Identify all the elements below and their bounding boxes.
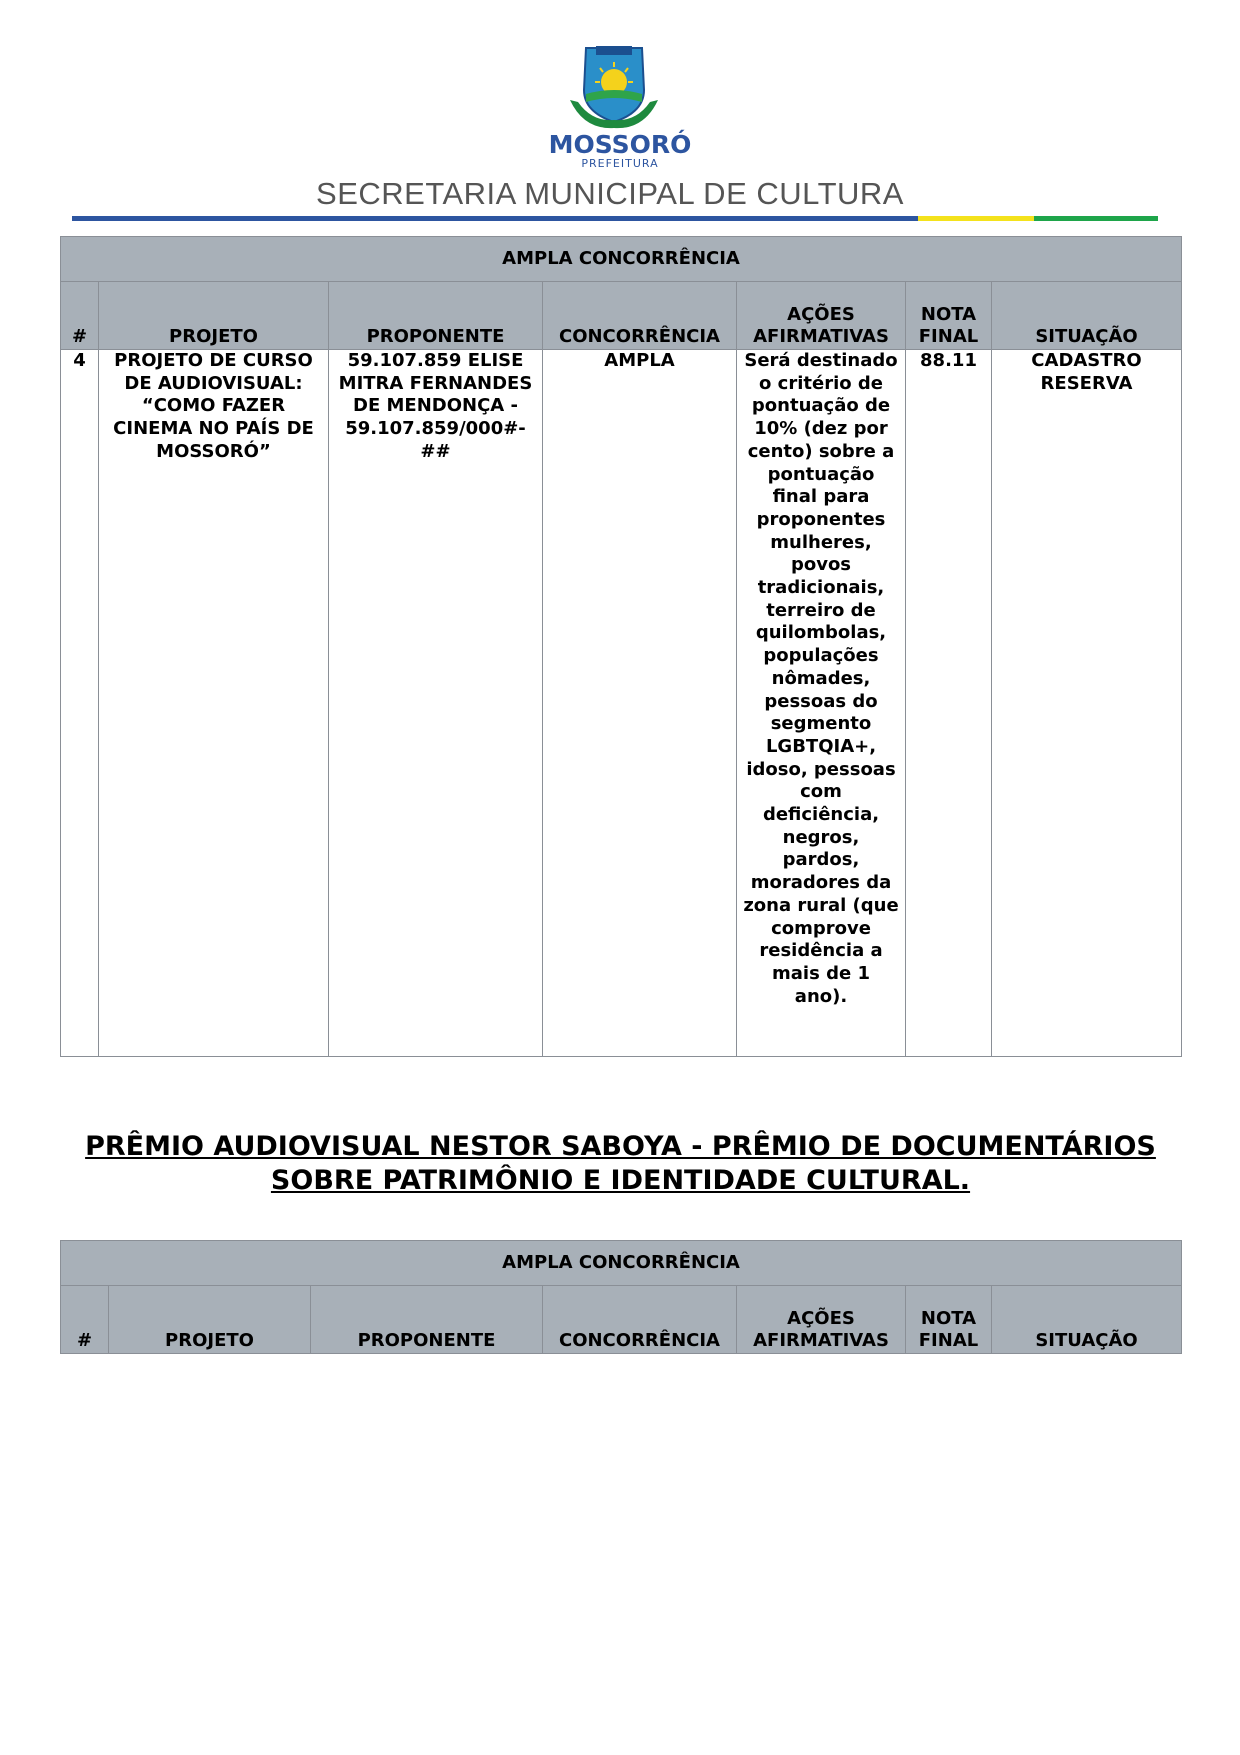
brand-subtitle: PREFEITURA: [581, 157, 659, 170]
col-header-proponente: PROPONENTE: [311, 1286, 543, 1354]
cell-proponente: 59.107.859 ELISE MITRA FERNANDES DE MENDONÇA - 59.107.859/000#-##: [329, 350, 543, 1057]
cell-concorrencia: AMPLA: [543, 350, 737, 1057]
col-header-proponente: PROPONENTE: [329, 282, 543, 350]
cell-num: 4: [61, 350, 99, 1057]
results-table-1: [60, 236, 1182, 1057]
table-row: [61, 350, 1182, 1057]
document-header: [0, 0, 1240, 230]
section-title: PRÊMIO AUDIOVISUAL NESTOR SABOYA - PRÊMIO DE DOCUMENTÁRIOS SOBRE PATRIMÔNIO E IDENTIDADE CULTURAL.: [85, 1131, 1156, 1196]
col-header-num: #: [61, 282, 99, 350]
col-header-projeto: PROJETO: [99, 282, 329, 350]
cell-acoes-afirmativas: Será destinado o critério de pontuação de 10% (dez por cento) sobre a pontuação final para proponentes mulheres, povos tradicionais, terreiro de quilombolas, populações nômades, pessoas do segmento LGBTQIA+, idoso, pessoas com deficiência, negros, pardos, moradores da zona rural (que comprove residência a mais de 1 ano).: [737, 350, 906, 1057]
col-header-concorrencia: CONCORRÊNCIA: [543, 1286, 737, 1354]
table-band-title: AMPLA CONCORRÊNCIA: [61, 1241, 1182, 1286]
header-stripe-green: [1034, 216, 1158, 221]
secretaria-title: SECRETARIA MUNICIPAL DE CULTURA: [316, 176, 904, 211]
col-header-nota: NOTA FINAL: [906, 282, 992, 350]
mossoro-coat-of-arms-logo: [564, 42, 664, 132]
cell-situacao: CADASTRO RESERVA: [992, 350, 1182, 1057]
header-stripe-blue: [72, 216, 918, 221]
col-header-num: #: [61, 1286, 109, 1354]
cell-projeto: PROJETO DE CURSO DE AUDIOVISUAL: “COMO FAZER CINEMA NO PAÍS DE MOSSORÓ”: [99, 350, 329, 1057]
col-header-projeto: PROJETO: [109, 1286, 311, 1354]
cell-nota-final: 88.11: [906, 350, 992, 1057]
table-band-title: AMPLA CONCORRÊNCIA: [61, 237, 1182, 282]
col-header-acoes: AÇÕES AFIRMATIVAS: [737, 1286, 906, 1354]
col-header-situacao: SITUAÇÃO: [992, 1286, 1182, 1354]
header-stripe-yellow: [918, 216, 1034, 221]
results-table-2: [60, 1240, 1182, 1354]
col-header-situacao: SITUAÇÃO: [992, 282, 1182, 350]
brand-name: MOSSORÓ: [548, 130, 692, 159]
col-header-acoes: AÇÕES AFIRMATIVAS: [737, 282, 906, 350]
col-header-nota: NOTA FINAL: [906, 1286, 992, 1354]
col-header-concorrencia: CONCORRÊNCIA: [543, 282, 737, 350]
